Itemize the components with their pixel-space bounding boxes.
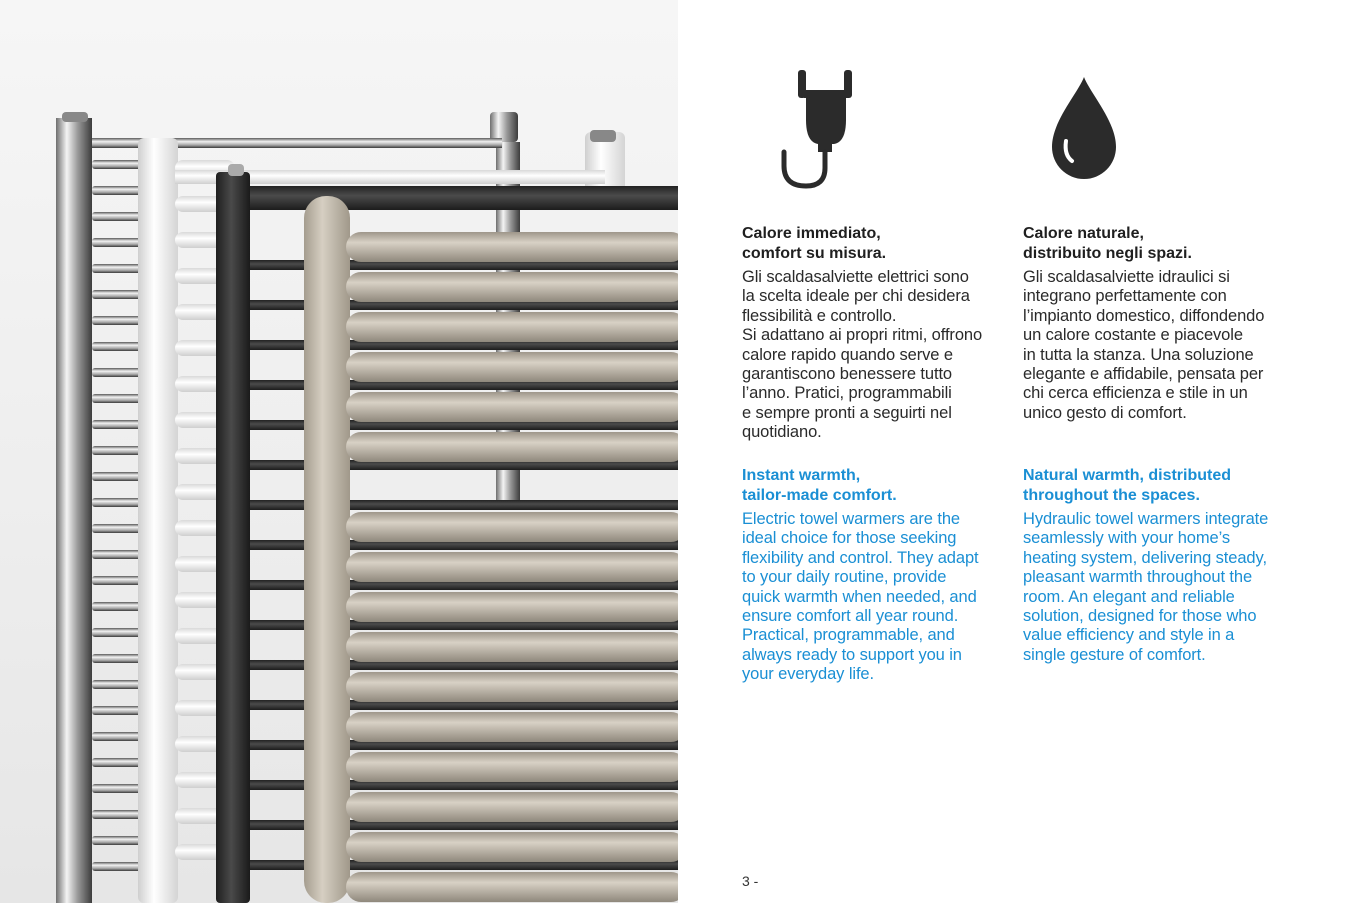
feature-hydraulic-en	[1023, 466, 1298, 665]
feature-hydraulic-it	[1023, 224, 1298, 423]
feature-body-en: Hydraulic towel warmers integrate seamlessly with your home’s heating system, delivering steady, pleasant warmth throughout the room. An elegant and reliable solution, designed for those who value efficiency and style in a single gesture of comfort.	[1023, 510, 1269, 664]
feature-body-en: Electric towel warmers are the ideal choice for those seeking flexibility and control. They adapt to your daily routine, provide quick warmth when needed, and ensure comfort all year round. Practical, programmable, and always ready to support you in your everyday life.	[742, 510, 979, 684]
feature-body: Gli scaldasalviette elettrici sono la scelta ideale per chi desidera flessibilità e controllo. Si adattano ai propri ritmi, offrono calore rapido quando serve e garantiscono benessere tutto l’anno. Pratici, programmabili e sempre pronti a seguirti nel quotidiano.	[742, 268, 983, 442]
feature-title: Calore immediato, comfort su misura.	[742, 225, 887, 262]
water-drop-icon	[1048, 75, 1120, 183]
feature-title: Calore naturale, distribuito negli spazi.	[1023, 225, 1192, 262]
plug-icon	[778, 68, 874, 190]
feature-body: Gli scaldasalviette idraulici si integrano perfettamente con l’impianto domestico, diffondendo un calore costante e piacevole in tutta la stanza. Una soluzione elegante e affidabile, pensata per chi cerca efficienza e stile in un unico gesto di comfort.	[1023, 268, 1265, 422]
feature-title-en: Instant warmth, tailor-made comfort.	[742, 467, 897, 504]
feature-title-en: Natural warmth, distributed throughout the spaces.	[1023, 467, 1232, 504]
feature-electric-it	[742, 224, 1017, 443]
feature-electric-en	[742, 466, 1017, 685]
page-number: 3 -	[742, 873, 759, 889]
